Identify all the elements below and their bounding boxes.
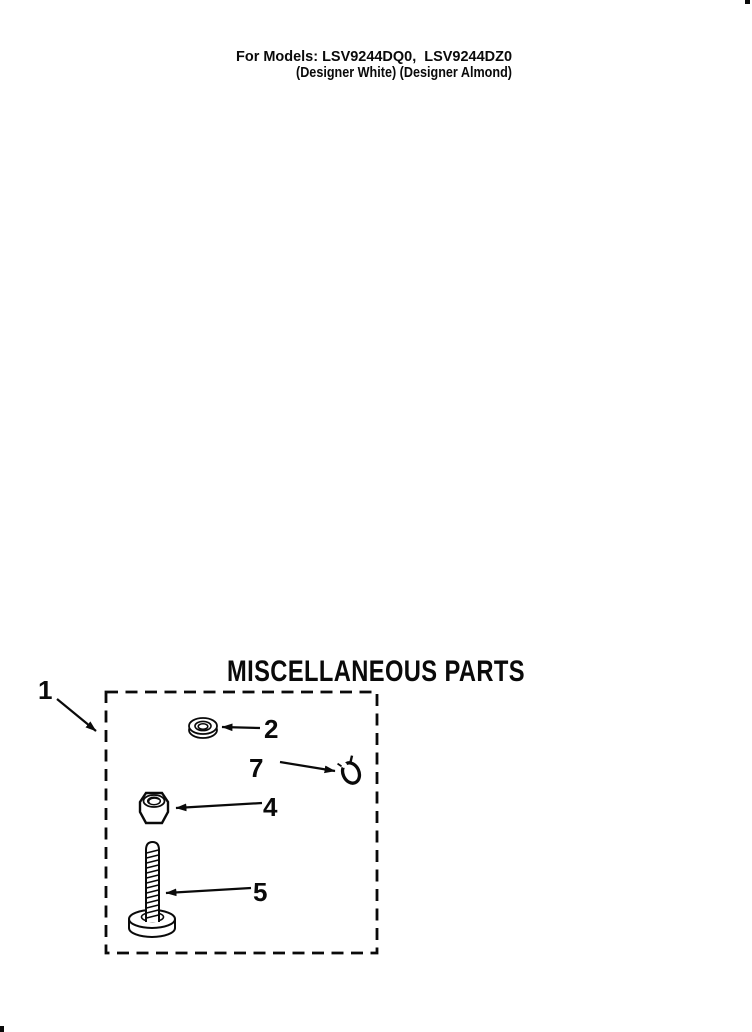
callout-1 [38,675,96,731]
models-line: For Models: LSV9244DQ0, LSV9244DZ0 [236,48,512,65]
section-title: MISCELLANEOUS PARTS [227,655,525,688]
callout-7 [249,753,335,783]
callout-7-arrow [280,762,335,771]
callout-5 [166,877,267,907]
callout-4-arrow [176,803,262,808]
colors-line: (Designer White) (Designer Almond) [296,64,512,81]
callout-7-number: 7 [249,753,264,783]
callout-4 [176,792,278,822]
callout-5-arrow [166,888,251,893]
page-header [236,48,512,81]
leveling-leg-screw-icon [129,842,175,937]
washer-icon [189,718,217,738]
callout-5-number: 5 [253,877,268,907]
callout-2 [222,714,278,744]
hex-nut-icon [140,793,168,823]
clamp-clip-icon [337,756,363,786]
callout-1-arrow [57,699,96,731]
callout-2-number: 2 [264,714,279,744]
callout-1-number: 1 [38,675,53,705]
callout-4-number: 4 [263,792,278,822]
callout-2-arrow [222,727,260,728]
